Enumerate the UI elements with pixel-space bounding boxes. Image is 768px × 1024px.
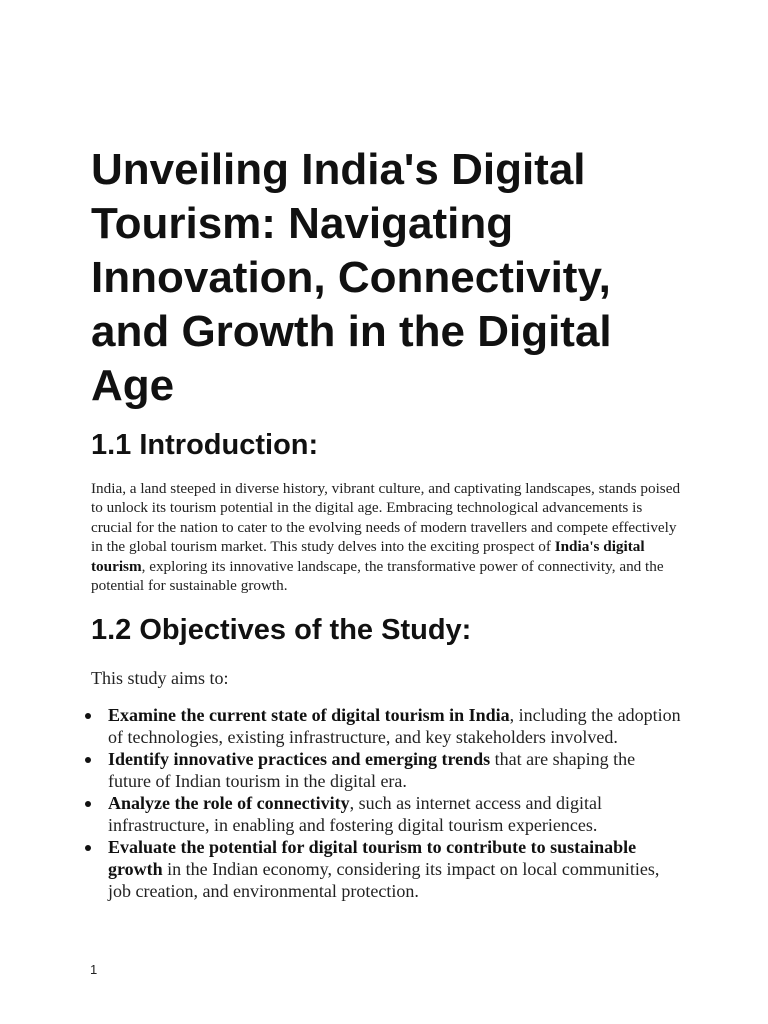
objective-text: , such as internet access and digital infrastructure, in enabling and fostering digital tourism experiences. xyxy=(108,793,603,836)
bullet-icon xyxy=(85,757,91,763)
objectives-heading: 1.2 Objectives of the Study: xyxy=(91,614,472,647)
objectives-lead: This study aims to: xyxy=(91,668,229,689)
introduction-text-start: India, a land steeped in diverse history, vibrant culture, and captivating landscapes, stands poised to unlock its tourism potential in the digital age. Embracing technological advancements is crucial for the nation to cater to the evolving needs of modern travellers and compete effectively in the global tourism market. This study delves into the exciting prospect of xyxy=(91,480,681,556)
objective-item xyxy=(91,836,681,902)
objective-bold: Examine the current state of digital tourism in India xyxy=(108,705,510,726)
bullet-icon xyxy=(85,801,91,807)
document-title: Unveiling India's Digital Tourism: Navigating Innovation, Connectivity, and Growth in the Digital Age xyxy=(91,145,612,410)
objective-item xyxy=(91,748,681,792)
objective-text: that are shaping the future of Indian tourism in the digital era. xyxy=(108,749,636,792)
objective-text: , including the adoption of technologies, existing infrastructure, and key stakeholders involved. xyxy=(108,705,681,748)
introduction-heading: 1.1 Introduction: xyxy=(91,429,319,461)
page-number: 1 xyxy=(90,962,98,977)
introduction-text-end: , exploring its innovative landscape, the transformative power of connectivity, and the potential for sustainable growth. xyxy=(91,557,664,595)
bullet-icon xyxy=(85,713,91,719)
page-content xyxy=(91,143,681,902)
introduction-paragraph xyxy=(91,479,681,595)
objective-bold: Evaluate the potential for digital tourism to contribute to sustainable growth xyxy=(108,837,637,880)
objective-item xyxy=(91,792,681,836)
objective-item xyxy=(91,704,681,748)
objective-bold: Identify innovative practices and emerging trends xyxy=(108,749,491,770)
introduction-bold-phrase: India's digital tourism xyxy=(91,538,645,575)
objectives-list xyxy=(91,704,681,902)
objective-bold: Analyze the role of connectivity xyxy=(108,793,350,814)
objective-text: in the Indian economy, considering its impact on local communities, job creation, and environmental protection. xyxy=(108,859,660,902)
bullet-icon xyxy=(85,845,91,851)
